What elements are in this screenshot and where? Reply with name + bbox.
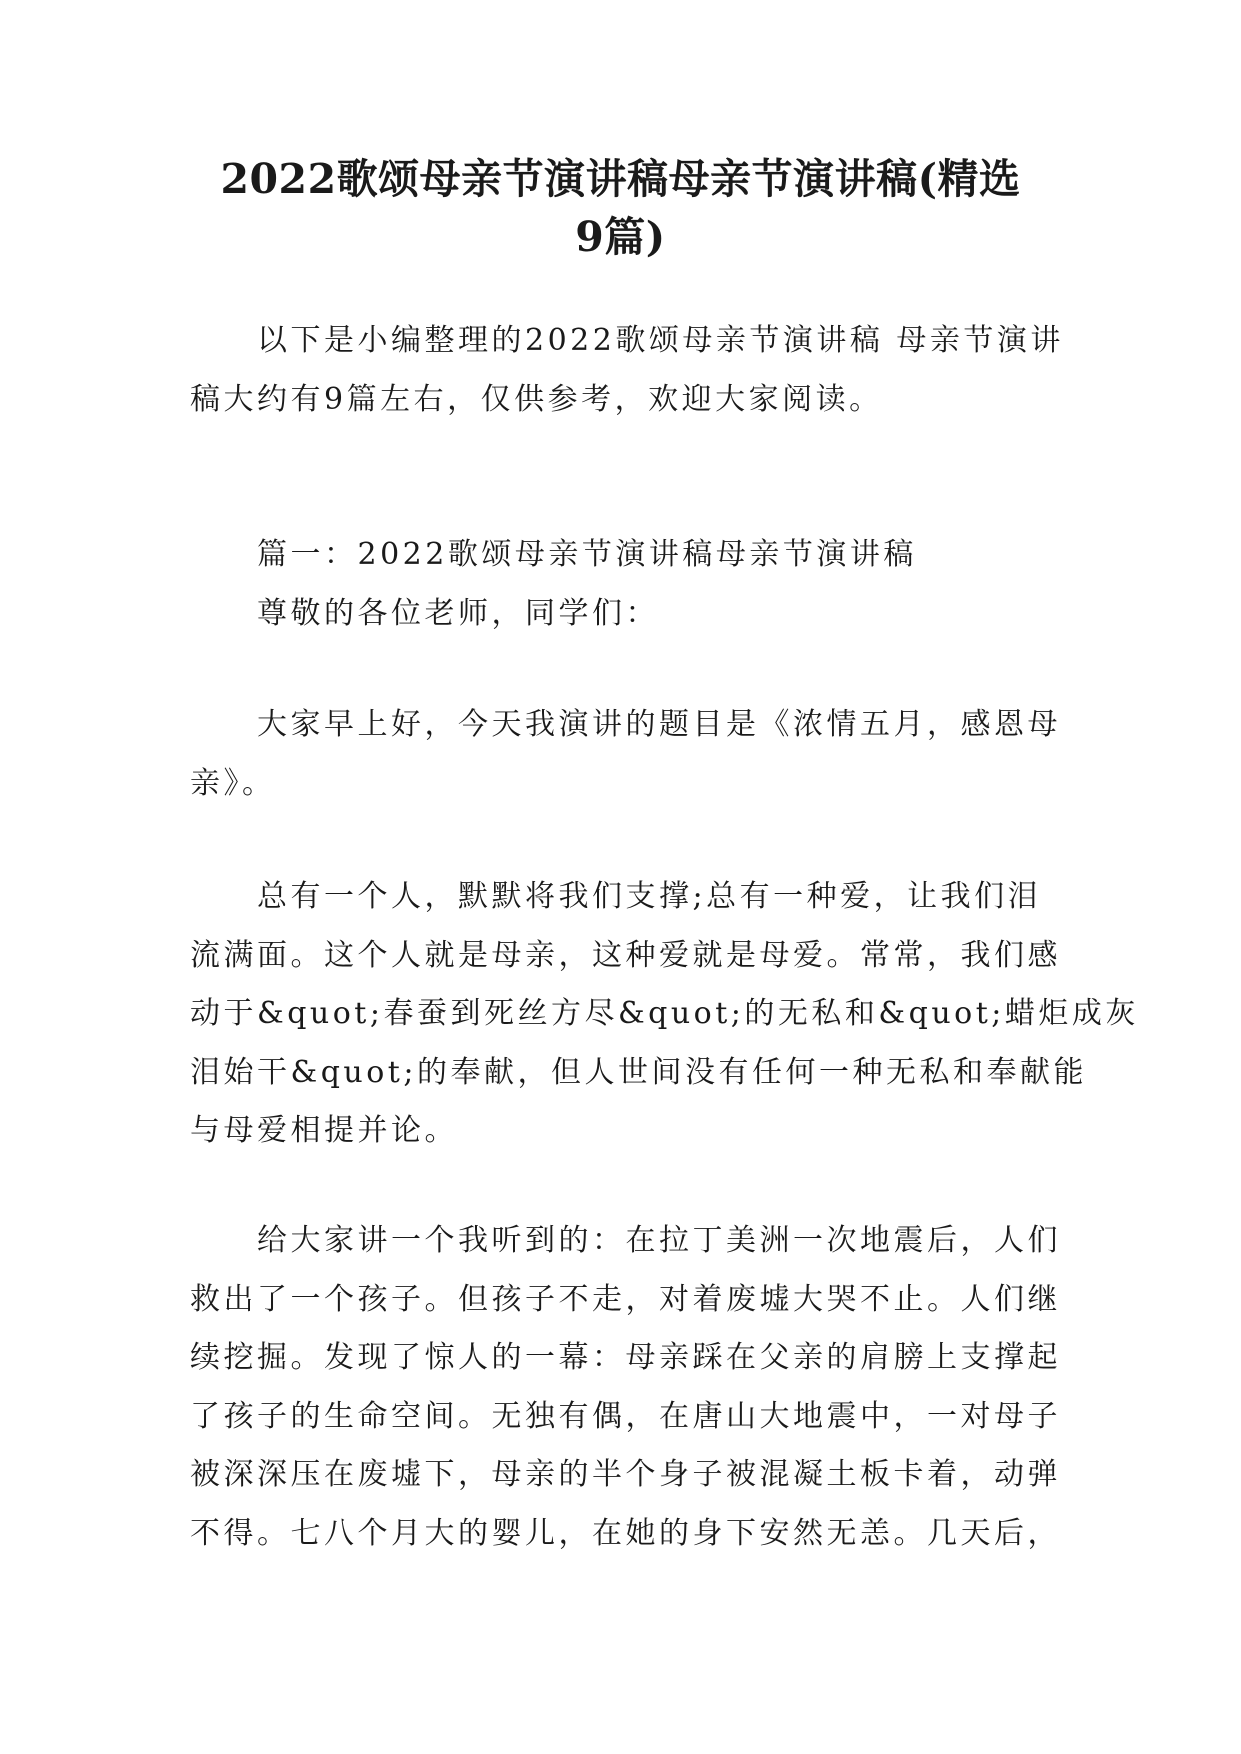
text-line: 不得。七八个月大的婴儿，在她的身下安然无恙。几天后， bbox=[190, 1515, 1061, 1551]
document-title bbox=[150, 150, 1091, 266]
text-line: 动于&quot;春蚕到死丝方尽&quot;的无私和&quot;蜡炬成灰 bbox=[190, 996, 1139, 1031]
paragraph-greeting bbox=[190, 696, 1070, 813]
paragraph-earthquake-story bbox=[190, 1212, 1070, 1563]
text-line: 篇一：2022歌颂母亲节演讲稿母亲节演讲稿 bbox=[190, 537, 917, 572]
text-line: 流满面。这个人就是母亲，这种爱就是母爱。常常，我们感 bbox=[190, 937, 1061, 973]
text-line: 与母爱相提并论。 bbox=[190, 1113, 458, 1148]
title-line: 2022歌颂母亲节演讲稿母亲节演讲稿(精选 bbox=[220, 155, 1021, 203]
text-line: 被深深压在废墟下，母亲的半个身子被混凝土板卡着，动弹 bbox=[190, 1457, 1061, 1492]
text-line: 给大家讲一个我听到的：在拉丁美洲一次地震后，人们 bbox=[190, 1223, 1061, 1258]
text-line: 以下是小编整理的2022歌颂母亲节演讲稿 母亲节演讲 bbox=[190, 323, 1064, 358]
text-line: 总有一个人，默默将我们支撑;总有一种爱，让我们泪 bbox=[190, 879, 1042, 914]
text-line: 救出了一个孩子。但孩子不走，对着废墟大哭不止。人们继 bbox=[190, 1281, 1061, 1317]
paragraph-mother-love bbox=[190, 868, 1139, 1161]
text-line: 稿大约有9篇左右，仅供参考，欢迎大家阅读。 bbox=[190, 381, 883, 417]
text-line: 了孩子的生命空间。无独有偶，在唐山大地震中，一对母子 bbox=[190, 1398, 1061, 1434]
text-line: 泪始干&quot;的奉献，但人世间没有任何一种无私和奉献能 bbox=[190, 1054, 1087, 1090]
paragraph-section-heading bbox=[190, 526, 1070, 643]
paragraph-intro bbox=[190, 312, 1070, 429]
title-line: 9篇) bbox=[575, 213, 666, 261]
text-line: 亲》。 bbox=[190, 765, 276, 801]
text-line: 大家早上好，今天我演讲的题目是《浓情五月，感恩母 bbox=[190, 707, 1061, 742]
text-line: 续挖掘。发现了惊人的一幕：母亲踩在父亲的肩膀上支撑起 bbox=[190, 1340, 1061, 1375]
text-line: 尊敬的各位老师，同学们： bbox=[190, 595, 659, 631]
